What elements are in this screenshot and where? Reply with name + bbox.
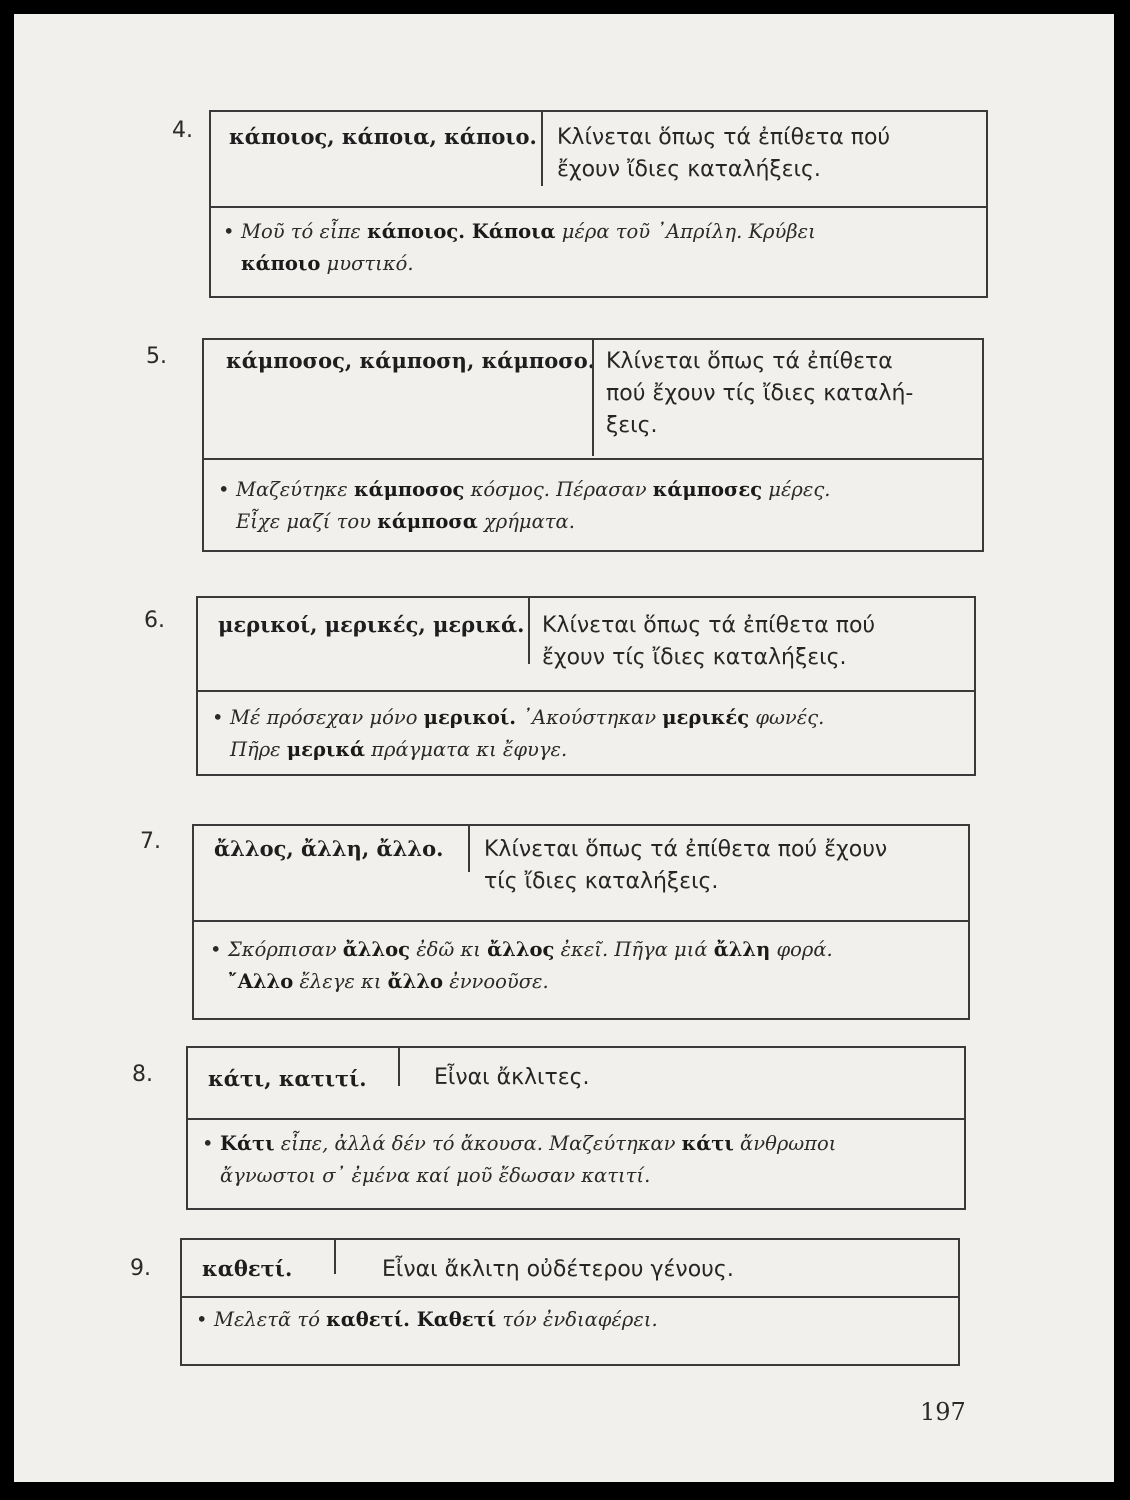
- pronoun-forms: κάμποσος, κάμποση, κάμποσο.: [226, 348, 596, 373]
- declension-note: Κλίνεται ὅπως τά ἐπίθετα πού ἔχουν τίς ἴδιες καταλήξεις.: [484, 837, 888, 894]
- entry-number: 4.: [172, 118, 193, 143]
- entry-box: [192, 824, 970, 1020]
- example-line: κάποιο μυστικό.: [241, 252, 414, 275]
- example-line: • Μέ πρόσεχαν μόνο μερικοί. ᾿Ακούστηκαν μερικές φωνές.: [212, 706, 825, 729]
- entry-number: 5.: [146, 344, 167, 369]
- example-line: ῎Αλλο ἔλεγε κι ἄλλο ἐννοοῦσε.: [228, 970, 549, 993]
- book-page: [14, 14, 1114, 1482]
- usage-examples: [182, 1304, 958, 1336]
- entry-box: [196, 596, 976, 776]
- example-line: • Μαζεύτηκε κάμποσος κόσμος. Πέρασαν κάμποσες μέρες.: [218, 478, 831, 501]
- pronoun-forms: κάποιος, κάποια, κάποιο.: [229, 124, 537, 149]
- entry-number: 9.: [130, 1256, 151, 1281]
- usage-examples: [211, 216, 986, 280]
- example-line: • Σκόρπισαν ἄλλος ἐδῶ κι ἄλλος ἐκεῖ. Πῆγα μιά ἄλλη φορά.: [210, 938, 833, 961]
- row-divider: [182, 1296, 958, 1298]
- usage-examples: [198, 702, 974, 766]
- pronoun-forms: ἄλλος, ἄλλη, ἄλλο.: [214, 836, 444, 861]
- row-divider: [194, 920, 968, 922]
- page-number: 197: [920, 1398, 966, 1426]
- example-line: • Μελετᾶ τό καθετί. Καθετί τόν ἐνδιαφέρει.: [196, 1308, 658, 1331]
- column-divider: [398, 1048, 400, 1086]
- entry-box: [180, 1238, 960, 1366]
- row-divider: [188, 1118, 964, 1120]
- column-divider: [334, 1240, 336, 1274]
- declension-note: Κλίνεται ὅπως τά ἐπίθετα πού ἔχουν τίς ἴδιες καταλή- ξεις.: [606, 349, 914, 438]
- pronoun-forms: μερικοί, μερικές, μερικά.: [218, 612, 525, 637]
- declension-note: Εἶναι ἄκλιτη οὐδέτερου γένους.: [382, 1257, 734, 1282]
- entry-number: 6.: [144, 608, 165, 633]
- declension-note: Κλίνεται ὅπως τά ἐπίθετα πού ἔχουν ἴδιες καταλήξεις.: [557, 125, 891, 182]
- row-divider: [211, 206, 986, 208]
- example-line: Εἶχε μαζί του κάμποσα χρήματα.: [236, 510, 575, 533]
- usage-examples: [194, 934, 968, 998]
- declension-note: Εἶναι ἄκλιτες.: [434, 1065, 590, 1090]
- example-line: • Κάτι εἶπε, ἀλλά δέν τό ἄκουσα. Μαζεύτηκαν κάτι ἄνθρωποι: [202, 1132, 837, 1155]
- row-divider: [204, 458, 982, 460]
- column-divider: [528, 598, 530, 664]
- pronoun-forms: καθετί.: [202, 1256, 293, 1281]
- example-line: Πῆρε μερικά πράγματα κι ἔφυγε.: [230, 738, 568, 761]
- usage-examples: [188, 1128, 964, 1192]
- row-divider: [198, 690, 974, 692]
- entry-box: [202, 338, 984, 552]
- column-divider: [468, 826, 470, 872]
- usage-examples: [204, 474, 982, 538]
- example-line: • Μοῦ τό εἶπε κάποιος. Κάποια μέρα τοῦ ᾿Απρίλη. Κρύβει: [223, 220, 816, 243]
- column-divider: [541, 112, 543, 186]
- column-divider: [592, 340, 594, 456]
- declension-note: Κλίνεται ὅπως τά ἐπίθετα πού ἔχουν τίς ἴδιες καταλήξεις.: [542, 613, 876, 670]
- entry-box: [186, 1046, 966, 1210]
- pronoun-forms: κάτι, κατιτί.: [208, 1066, 367, 1091]
- entry-box: [209, 110, 988, 298]
- entry-number: 7.: [140, 829, 161, 854]
- example-line: ἄγνωστοι σ᾿ ἐμένα καί μοῦ ἔδωσαν κατιτί.: [220, 1164, 651, 1187]
- entry-number: 8.: [132, 1062, 153, 1087]
